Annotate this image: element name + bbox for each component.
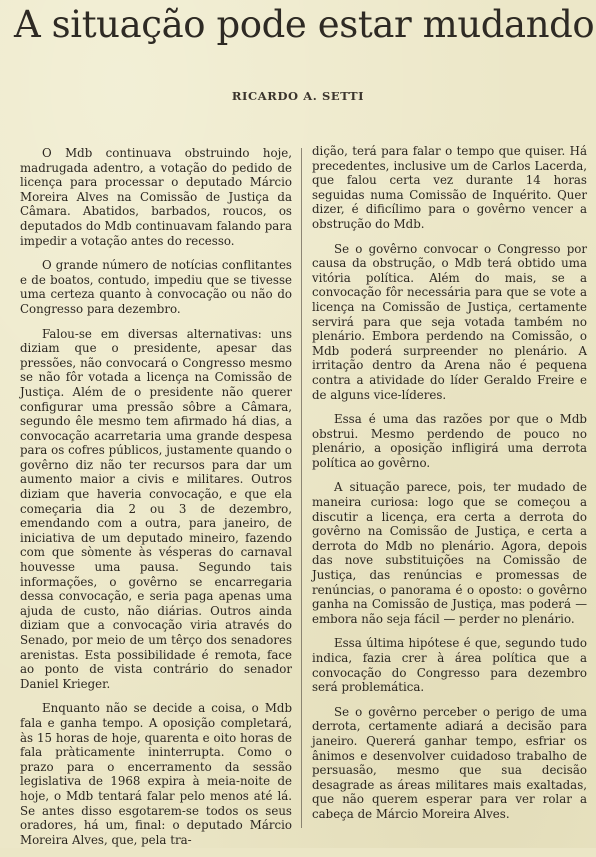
column-divider	[301, 148, 302, 828]
paragraph: Se o govêrno perceber o perigo de uma derrota, certamente adiará a decisão para janeiro. Quererá ganhar tempo, esfriar os ânimos e desenvolver cuidadoso trabalho de persuasão, mesmo que sua decisão desagrade as áreas militares mais exaltadas, que não querem esperar para ver rolar a cabeça de Márcio Moreira Alves.	[312, 704, 587, 821]
paragraph: Essa é uma das razões por que o Mdb obstrui. Mesmo perdendo de pouco no plenário, a oposição infligirá uma derrota política ao govêrno.	[312, 412, 587, 470]
paragraph: Essa última hipótese é que, segundo tudo indica, fazia crer à área política que a convocação do Congresso para dezembro será problemática.	[312, 636, 587, 695]
paragraph: Se o govêrno convocar o Congresso por causa da obstrução, o Mdb terá obtido uma vitória política. Além do mais, se a convocação fôr necessária para que se vote a licença na Comissão de Justiça, certamente servirá para que seja votada também no plenário. Embora perdendo na Comissão, o Mdb poderá surpreender no plenário. A irritação dentro da Arena não é pequena contra a atividade do líder Geraldo Freire e de alguns vice-líderes.	[312, 241, 587, 402]
paragraph: O grande número de notícias conflitantes e de boatos, contudo, impediu que se tivesse uma certeza quanto à convocação ou não do Congresso para dezembro.	[20, 258, 292, 316]
paragraph: A situação parece, pois, ter mudado de maneira curiosa: logo que se começou a discutir a licença, era certa a derrota do govêrno na Comissão de Justiça, e certa a derrota do Mdb no plenário. Agora, depois das nove substituições na Comissão de Justiça, das renúncias e promessas de renúncias, o panorama é o oposto: o govêrno ganha na Comissão de Justiça, mas poderá — embora não seja fácil — perder no plenário.	[312, 480, 587, 626]
paragraph: Enquanto não se decide a coisa, o Mdb fala e ganha tempo. A oposição completará, às 15 horas de hoje, quarenta e oito horas de fala pràticamente ininterrupta. Como o prazo para o encerramento da sessão legislativa de 1968 expira à meia-noite de hoje, o Mdb tentará falar pelo menos até lá. Se antes disso esgotarem-se todos os seus oradores, há um, final: o deputado Márcio Moreira Alves, que, pela tra-	[20, 701, 292, 847]
paragraph-continuation: dição, terá para falar o tempo que quiser. Há precedentes, inclusive um de Carlos Lacerda, que falou certa vez durante 14 horas seguidas numa Comissão de Inquérito. Quer dizer, é dificílimo para o govêrno vencer a obstrução do Mdb.	[312, 144, 587, 231]
paragraph: O Mdb continuava obstruindo hoje, madrugada adentro, a votação do pedido de licença para processar o deputado Márcio Moreira Alves na Comissão de Justiça da Câmara. Abatidos, barbados, roucos, os deputados do Mdb continuavam falando para impedir a votação antes do recesso.	[20, 146, 292, 248]
paragraph: Falou-se em diversas alternativas: uns diziam que o presidente, apesar das pressões, não convocará o Congresso mesmo se não fôr votada a licença na Comissão de Justiça. Além de o presidente não querer configurar uma pressão sôbre a Câmara, segundo êle mesmo tem afirmado há dias, a convocação acarretaria uma grande despesa para os cofres públicos, justamente quando o govêrno diz não ter recursos para dar um aumento maior a civis e militares. Outros diziam que haveria convocação, e que ela começaria dia 2 ou 3 de dezembro, emendando com a outra, para janeiro, de iniciativa de um deputado mineiro, fazendo com que sòmente às vésperas do carnaval houvesse uma pausa. Segundo tais informações, o govêrno se encarregaria dessa convocação, e seria paga apenas uma ajuda de custo, não diárias. Outros ainda diziam que a convocação viria através do Senado, por meio de um têrço dos senadores arenistas. Esta possibilidade é remota, face ao ponto de vista contrário do senador Daniel Krieger.	[20, 326, 292, 691]
headline: A situação pode estar mudando	[14, 3, 595, 46]
byline: RICARDO A. SETTI	[231, 89, 365, 103]
left-column	[20, 146, 292, 857]
right-column	[312, 144, 587, 832]
